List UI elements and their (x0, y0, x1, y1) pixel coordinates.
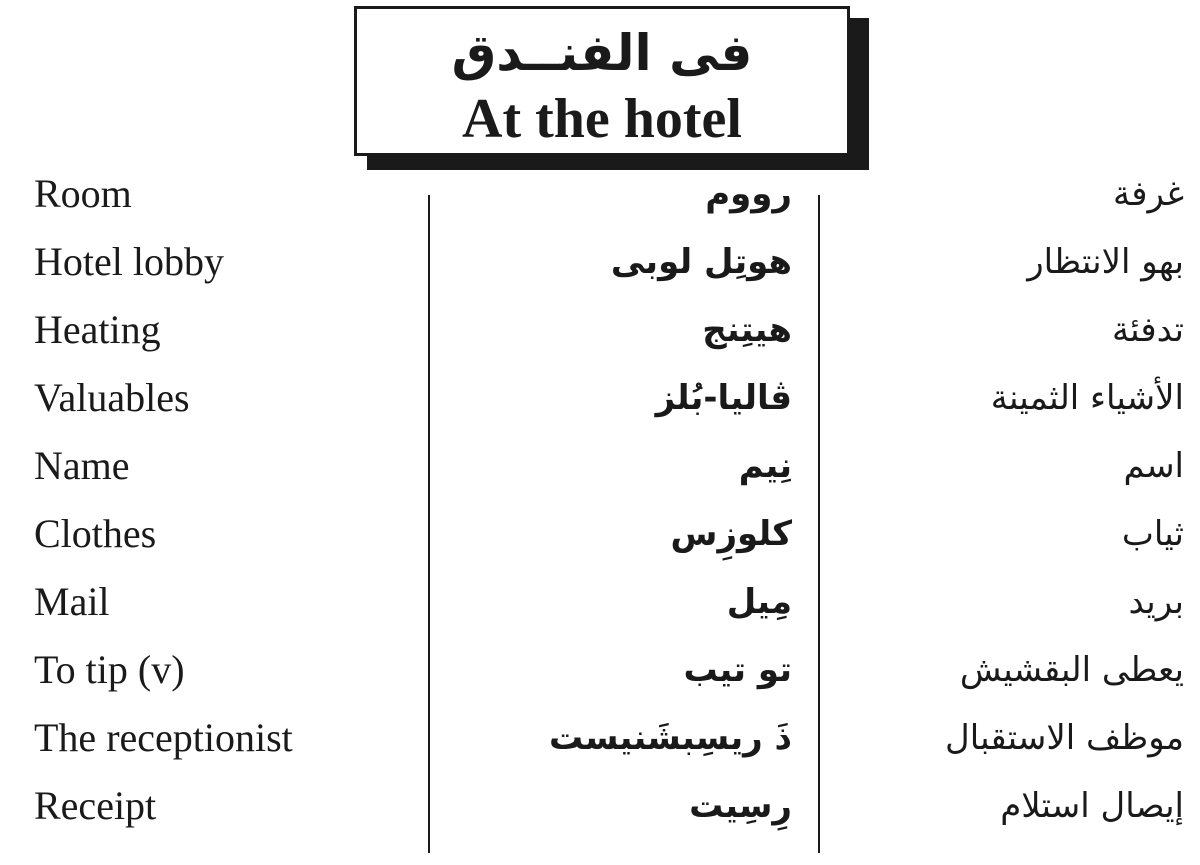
english-word: To tip (v) (34, 647, 185, 692)
transliteration: هوتِل لوبى (610, 242, 792, 282)
vocab-row-valuables (0, 364, 1200, 432)
transliteration: رووم (705, 174, 792, 214)
english-word: Receipt (34, 783, 157, 828)
vocab-row-clothes (0, 500, 1200, 568)
vocab-row-mail (0, 568, 1200, 636)
vocab-row-to-tip (0, 636, 1200, 704)
arabic-word: موظف الاستقبال (945, 718, 1184, 758)
arabic-word: ثياب (1121, 514, 1184, 554)
english-word: Name (34, 443, 130, 488)
transliteration: تو تيب (683, 650, 792, 690)
arabic-word: الأشياء الثمينة (990, 378, 1184, 418)
english-word: Mail (34, 579, 110, 624)
arabic-word: بهو الانتظار (1027, 242, 1184, 282)
english-word: Valuables (34, 375, 190, 420)
vocab-row-receipt (0, 772, 1200, 840)
title-arabic: فى الفنــدق (451, 24, 753, 82)
transliteration: ذَ ريسِبشَنيست (548, 718, 792, 758)
english-word: Room (34, 171, 132, 216)
english-word: The receptionist (34, 715, 293, 760)
transliteration: هيتِنج (702, 310, 792, 350)
vocab-row-hotel-lobby (0, 228, 1200, 296)
vocab-row-name (0, 432, 1200, 500)
english-word: Hotel lobby (34, 239, 224, 284)
transliteration: ڤاليا-بُلز (655, 378, 792, 418)
transliteration: مِيل (726, 582, 792, 622)
english-word: Heating (34, 307, 161, 352)
transliteration: رِسِيت (689, 786, 792, 826)
arabic-word: غرفة (1112, 174, 1184, 214)
transliteration: نِيم (738, 446, 792, 486)
vocab-row-room (0, 160, 1200, 228)
title-box (354, 6, 850, 156)
arabic-word: يعطى البقشيش (959, 650, 1184, 690)
vocab-row-heating (0, 296, 1200, 364)
transliteration: كلوزِس (670, 514, 792, 554)
english-word: Clothes (34, 511, 157, 556)
arabic-word: اسم (1123, 446, 1184, 486)
title-english: At the hotel (462, 88, 742, 150)
vocab-row-receptionist (0, 704, 1200, 772)
arabic-word: إيصال استلام (1000, 786, 1184, 826)
arabic-word: بريد (1128, 582, 1184, 622)
arabic-word: تدفئة (1111, 310, 1184, 350)
